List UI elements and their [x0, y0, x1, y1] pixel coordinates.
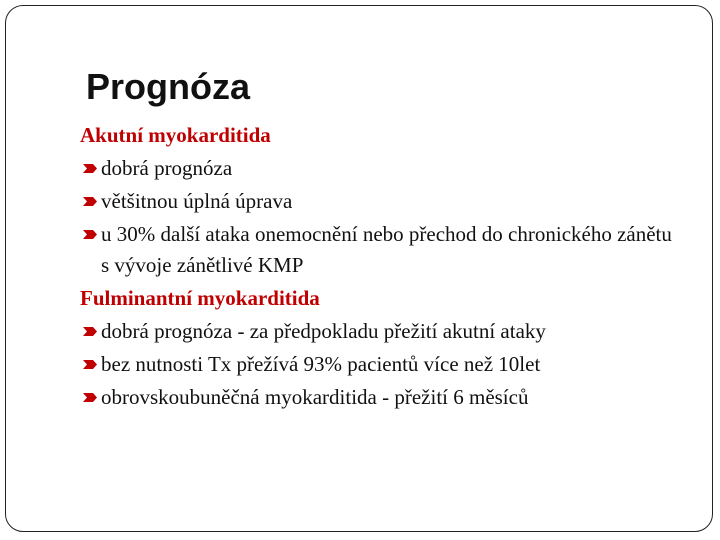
ribbon-bullet-icon [81, 152, 100, 185]
list-item [80, 218, 680, 282]
ribbon-bullet-icon [81, 348, 100, 381]
ribbon-bullet-icon [81, 381, 100, 414]
slide-title: Prognóza [86, 66, 251, 107]
list-item [80, 315, 680, 348]
list-item [80, 152, 680, 185]
ribbon-bullet-icon [81, 315, 100, 348]
ribbon-bullet-icon [81, 218, 100, 251]
ribbon-bullet-icon [81, 185, 100, 218]
list-item [80, 381, 680, 414]
slide-content [80, 119, 680, 414]
section-heading-acute: Akutní myokarditida [80, 123, 271, 147]
list-item [80, 348, 680, 381]
list-item-text: dobrá prognóza [101, 156, 233, 180]
list-item-text: obrovskoubuněčná myokarditida - přežití 6 měsíců [101, 385, 529, 409]
list-item [80, 185, 680, 218]
list-item-text: u 30% další ataka onemocnění nebo přechod do chronického zánětu s vývoje zánětlivé KMP [101, 222, 672, 277]
list-item-text: dobrá prognóza - za předpokladu přežití akutní ataky [101, 319, 546, 343]
list-item-text: většitnou úplná úprava [101, 189, 293, 213]
section-heading-fulminant: Fulminantní myokarditida [80, 286, 320, 310]
list-item-text: bez nutnosti Tx přežívá 93% pacientů více než 10let [101, 352, 541, 376]
